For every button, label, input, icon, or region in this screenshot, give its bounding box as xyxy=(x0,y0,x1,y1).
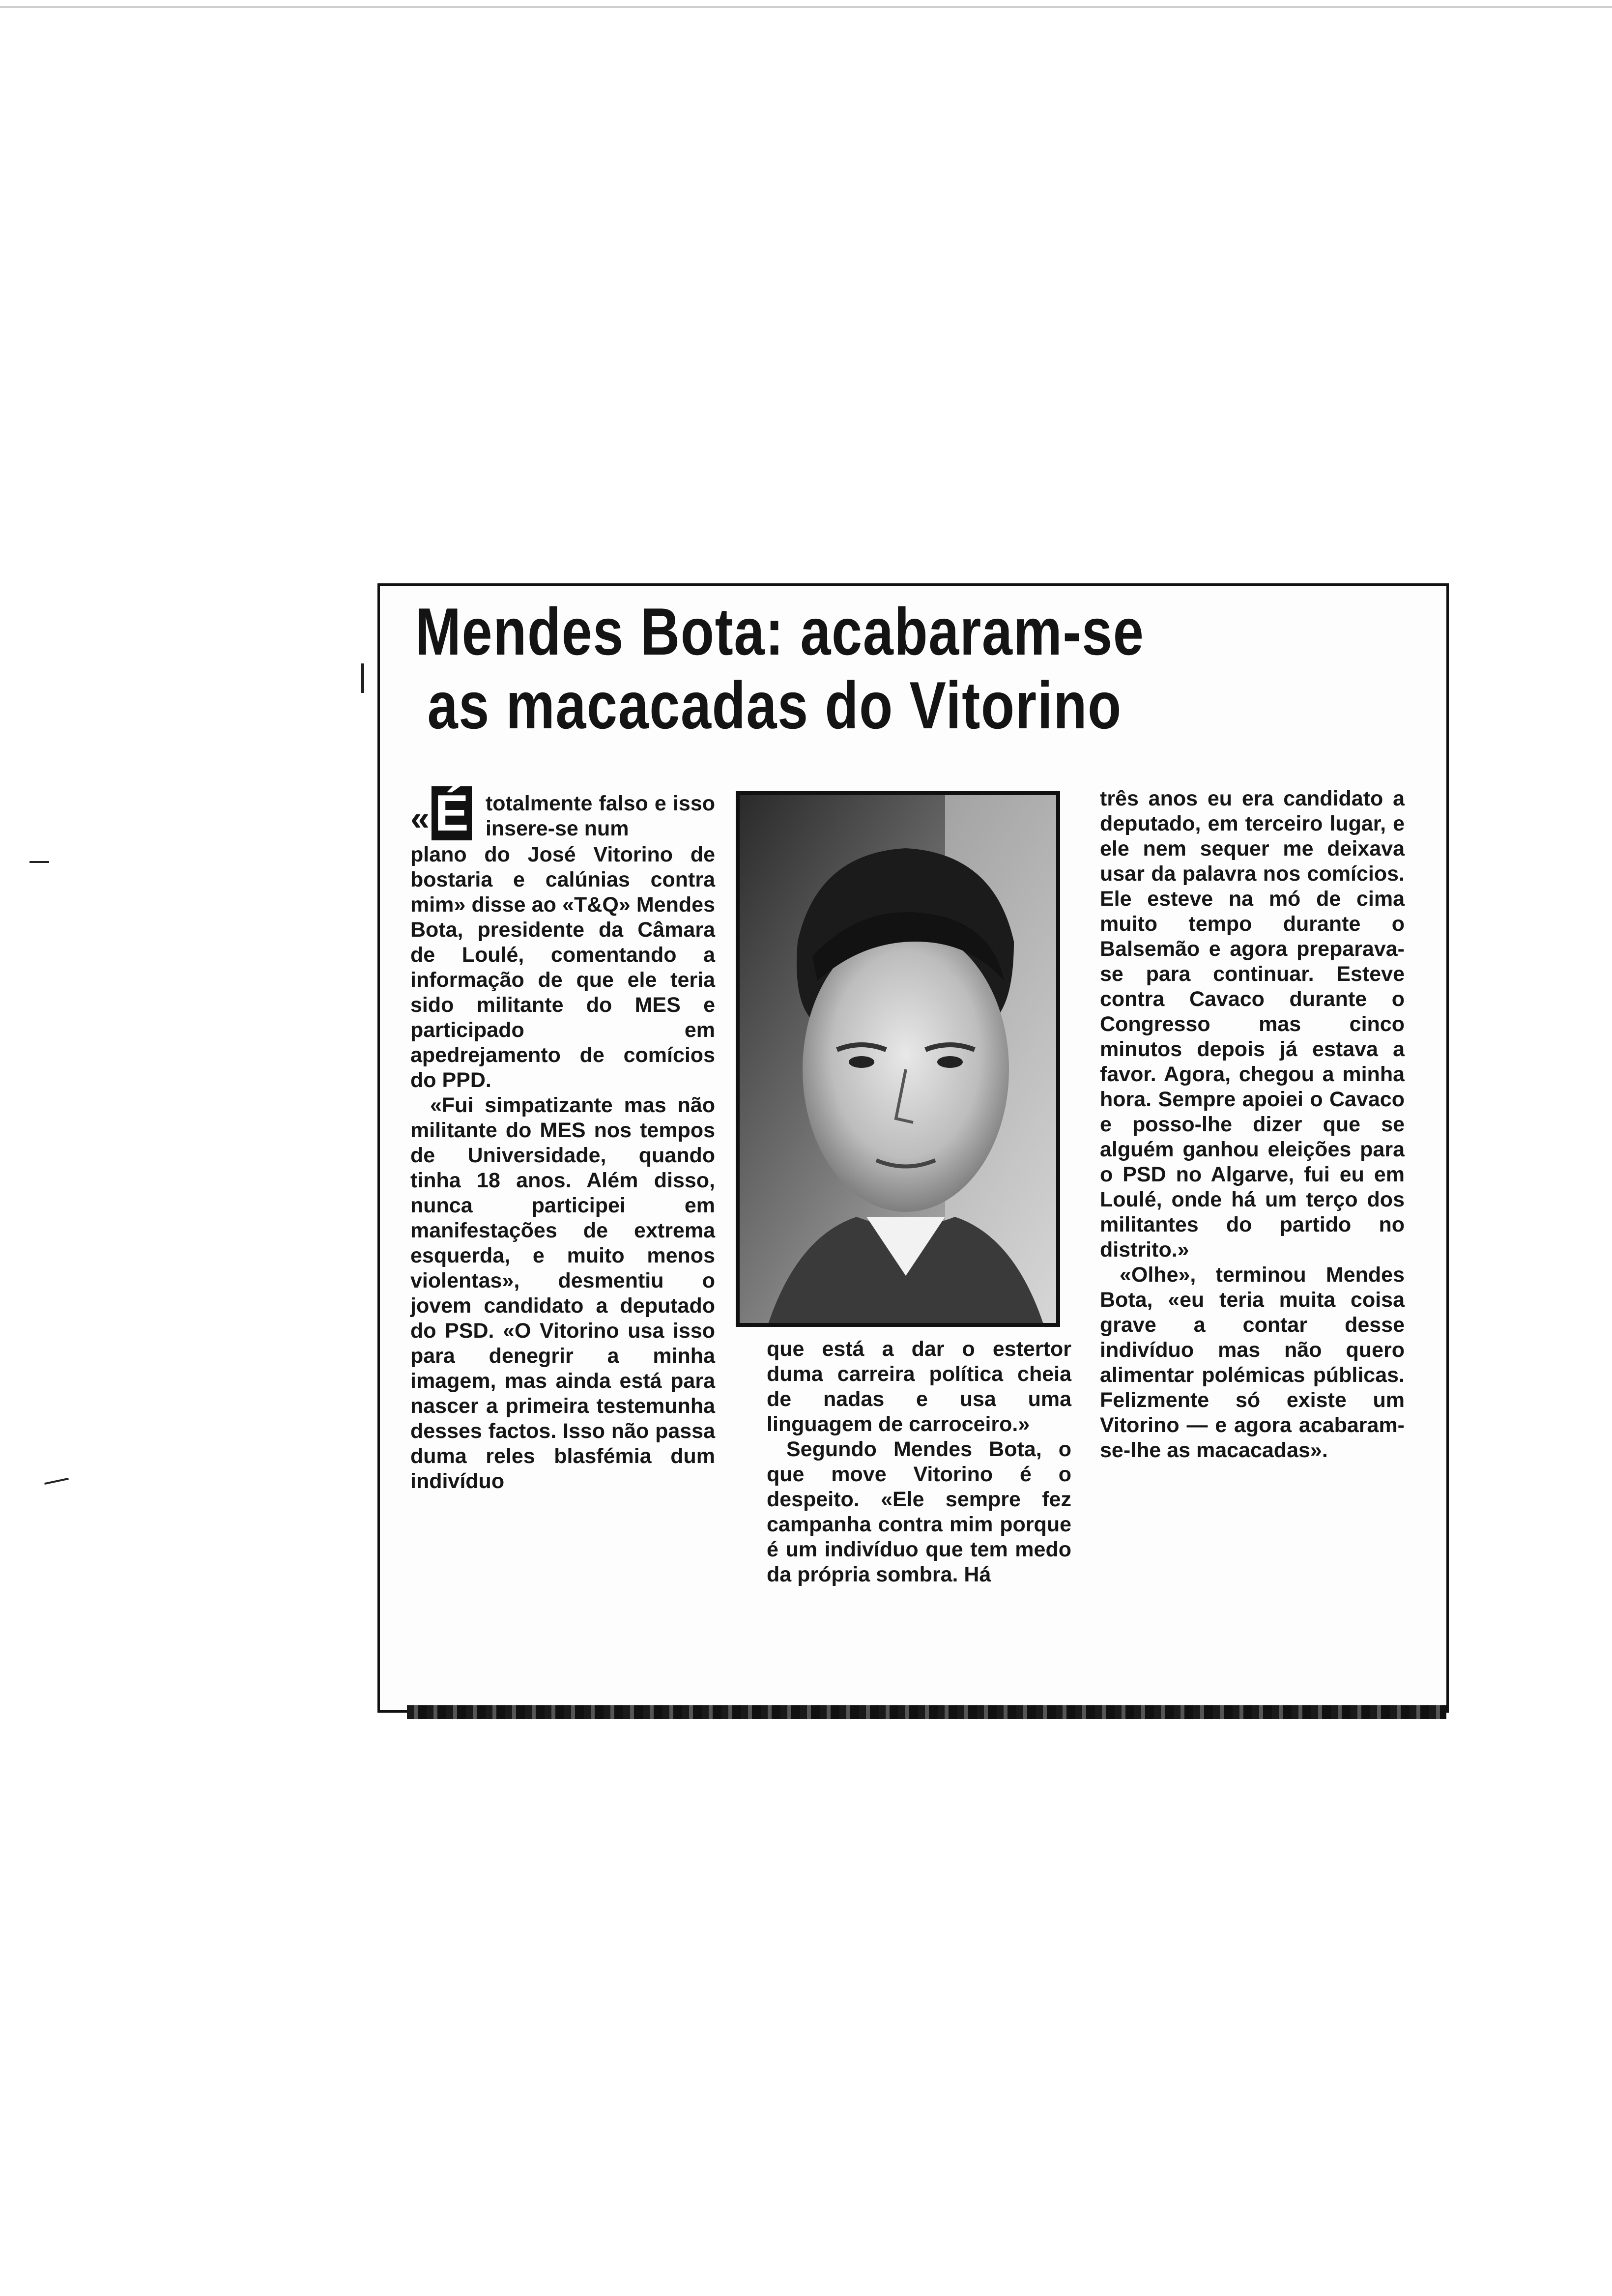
scan-edge-line xyxy=(0,6,1612,8)
headline xyxy=(415,595,1438,742)
article-lead xyxy=(410,786,715,841)
opening-quote-mark: « xyxy=(410,799,430,837)
article-column-3 xyxy=(1100,786,1405,1463)
paragraph: «Olhe», terminou Mendes Bota, «eu teria muita coisa grave a contar desse indivíduo mas não quero alimentar polémicas públicas. Felizmente só existe um Vitorino — e agora acabaram-se-lhe as macacadas». xyxy=(1100,1263,1405,1462)
headline-line-1: Mendes Bota: acabaram-se xyxy=(415,594,1145,669)
lead-text: totalmente falso e isso insere-se num xyxy=(485,792,715,840)
paragraph: «Fui simpatizante mas não militante do MES nos tempos de Universidade, quando tinha 18 anos. Além disso, nunca participei em manifestações de extrema esquerda, e muito menos violentas», desmentiu o jovem candidato a deputado do PSD. «O Vitorino usa isso para denegrir a minha imagem, mas ainda está para nascer a primeira testemunha desses factos. Isso não passa duma reles blasfémia dum indivíduo xyxy=(410,1093,715,1493)
paragraph: que está a dar o estertor duma carreira política cheia de nadas e usa uma linguagem de carroceiro.» xyxy=(767,1337,1071,1436)
headline-line-2: as macacadas do Vitorino xyxy=(427,668,1122,743)
article-column-2 xyxy=(767,1337,1071,1587)
portrait-photo xyxy=(736,791,1060,1327)
portrait-image xyxy=(739,794,1057,1324)
scan-margin-mark xyxy=(361,663,364,693)
scan-margin-mark xyxy=(29,861,49,863)
paragraph: Segundo Mendes Bota, o que move Vitorino é o despeito. «Ele sempre fez campanha contra mim porque é um indivíduo que tem medo da própria sombra. Há xyxy=(767,1437,1071,1586)
drop-cap: É xyxy=(432,786,472,840)
scan-margin-mark xyxy=(44,1478,69,1485)
clipping-torn-edge xyxy=(407,1705,1446,1719)
article-column-1 xyxy=(410,786,715,1494)
paragraph: plano do José Vitorino de bostaria e calúnias contra mim» disse ao «T&Q» Mendes Bota, presidente da Câmara de Loulé, comentando a informação de que ele teria sido militante do MES e participado em apedrejamento de comícios do PPD. xyxy=(410,843,715,1092)
paragraph: três anos eu era candidato a deputado, em terceiro lugar, e ele nem sequer me deixava usar da palavra nos comícios. Ele esteve na mó de cima muito tempo durante o Balsemão e agora preparava-se para continuar. Esteve contra Cavaco durante o Congresso mas cinco minutos depois já estava a favor. Agora, chegou a minha hora. Sempre apoiei o Cavaco e posso-lhe dizer que se alguém ganhou eleições para o PSD no Algarve, fui eu em Loulé, onde há um terço dos militantes do partido no distrito.» xyxy=(1100,787,1405,1262)
